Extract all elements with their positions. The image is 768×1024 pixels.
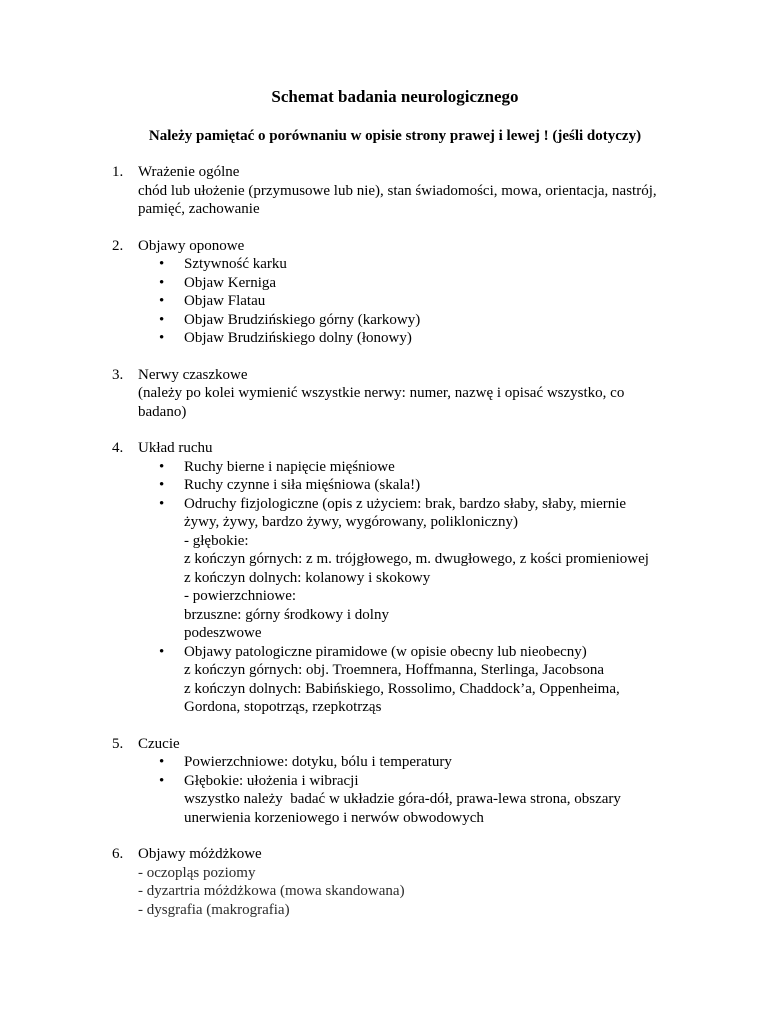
- bullet-subline: - głębokie:: [184, 532, 249, 549]
- bullet-item: [138, 495, 673, 643]
- section-body: [138, 237, 673, 348]
- section-number: 6.: [112, 846, 124, 862]
- section-4: [0, 439, 768, 717]
- section-number: 1.: [112, 164, 124, 180]
- bullet-subline: brzuszne: górny środkowy i dolny: [184, 606, 389, 623]
- section-heading: Nerwy czaszkowe: [138, 366, 248, 383]
- section-text-line: - dyzartria móżdżkowa (mowa skandowana): [138, 883, 405, 899]
- bullet-item: [138, 255, 673, 274]
- bullet-item: [138, 292, 673, 311]
- bullet-item: [138, 311, 673, 330]
- section-heading: Układ ruchu: [138, 440, 213, 456]
- section-number: 2.: [112, 237, 124, 254]
- bullet-item: [138, 476, 673, 495]
- bullet-subline: wszystko należy badać w układzie góra-dół, prawa-lewa strona, obszary: [184, 791, 621, 807]
- bullet-text: Objaw Brudzińskiego górny (karkowy): [184, 311, 421, 328]
- section-text-line: pamięć, zachowanie: [138, 201, 260, 217]
- bullet-subline: podeszwowe: [184, 625, 262, 641]
- bullet-text: Sztywność karku: [184, 256, 287, 272]
- bullet-item: [138, 643, 673, 717]
- section-heading: Czucie: [138, 735, 180, 752]
- bullet-text: Powierzchniowe: dotyku, bólu i temperatury: [184, 754, 452, 770]
- section-text-line: chód lub ułożenie (przymusowe lub nie), stan świadomości, mowa, orientacja, nastrój,: [138, 182, 657, 199]
- bullet-list: [138, 458, 673, 717]
- section-body: [138, 439, 673, 717]
- section-body: [138, 366, 673, 422]
- section-text-line: (należy po kolei wymienić wszystkie nerwy: numer, nazwę i opisać wszystko, co: [138, 385, 625, 401]
- bullet-dot-icon: •: [159, 256, 165, 272]
- section-number: 3.: [112, 366, 124, 383]
- section-3: [0, 366, 768, 422]
- bullet-item: [138, 274, 673, 293]
- section-body: [138, 163, 673, 219]
- bullet-subline: żywy, żywy, bardzo żywy, wygórowany, polikloniczny): [184, 514, 518, 530]
- section-text-line: - dysgrafia (makrografia): [138, 901, 290, 918]
- section-1: [0, 163, 768, 219]
- comparison-note: Należy pamiętać o porównaniu w opisie strony prawej i lewej ! (jeśli dotyczy): [148, 128, 642, 144]
- bullet-subline: z kończyn dolnych: Babińskiego, Rossolimo, Chaddock’a, Oppenheima,: [184, 680, 620, 697]
- bullet-dot-icon: •: [159, 495, 165, 512]
- bullet-text: Odruchy fizjologiczne (opis z użyciem: brak, bardzo słaby, słaby, miernie: [184, 495, 627, 512]
- section-heading: Objawy oponowe: [138, 237, 245, 254]
- bullet-dot-icon: •: [159, 643, 165, 660]
- bullet-text: Objaw Kerniga: [184, 274, 277, 291]
- bullet-text: Ruchy czynne i siła mięśniowa (skala!): [184, 477, 421, 493]
- section-number: 4.: [112, 440, 124, 456]
- bullet-text: Ruchy bierne i napięcie mięśniowe: [184, 458, 395, 475]
- bullet-dot-icon: •: [159, 772, 165, 789]
- bullet-text: Objaw Brudzińskiego dolny (łonowy): [184, 330, 412, 346]
- bullet-subline: - powierzchniowe:: [184, 588, 297, 604]
- sections-list: [0, 163, 768, 937]
- section-heading: Objawy móżdżkowe: [138, 846, 262, 862]
- bullet-list: [138, 753, 673, 827]
- bullet-text: Objaw Flatau: [184, 293, 266, 309]
- bullet-item: [138, 753, 673, 772]
- section-text-line: badano): [138, 403, 187, 420]
- bullet-item: [138, 458, 673, 477]
- bullet-subline: Gordona, stopotrząs, rzepkotrząs: [184, 699, 382, 715]
- bullet-item: [138, 772, 673, 828]
- bullet-subline: z kończyn dolnych: kolanowy i skokowy: [184, 569, 431, 586]
- bullet-list: [138, 255, 673, 348]
- bullet-subline: z kończyn górnych: obj. Troemnera, Hoffmanna, Sterlinga, Jacobsona: [184, 662, 605, 678]
- bullet-dot-icon: •: [159, 477, 165, 493]
- section-body: [138, 735, 673, 828]
- bullet-dot-icon: •: [159, 274, 165, 291]
- bullet-item: [138, 329, 673, 348]
- section-6: [0, 845, 768, 919]
- bullet-dot-icon: •: [159, 458, 165, 475]
- section-body: [138, 845, 673, 919]
- section-text-line: - oczopląs poziomy: [138, 864, 256, 881]
- bullet-text: Głębokie: ułożenia i wibracji: [184, 772, 359, 789]
- section-heading: Wrażenie ogólne: [138, 164, 240, 180]
- section-number: 5.: [112, 735, 124, 752]
- section-2: [0, 237, 768, 348]
- bullet-subline: z kończyn górnych: z m. trójgłowego, m. dwugłowego, z kości promieniowej: [184, 551, 649, 567]
- bullet-text: Objawy patologiczne piramidowe (w opisie obecny lub nieobecny): [184, 643, 587, 660]
- bullet-dot-icon: •: [159, 330, 165, 346]
- section-5: [0, 735, 768, 828]
- bullet-dot-icon: •: [159, 311, 165, 328]
- bullet-dot-icon: •: [159, 754, 165, 770]
- bullet-subline: unerwienia korzeniowego i nerwów obwodowych: [184, 809, 484, 826]
- bullet-dot-icon: •: [159, 293, 165, 309]
- page-title: Schemat badania neurologicznego: [271, 87, 519, 106]
